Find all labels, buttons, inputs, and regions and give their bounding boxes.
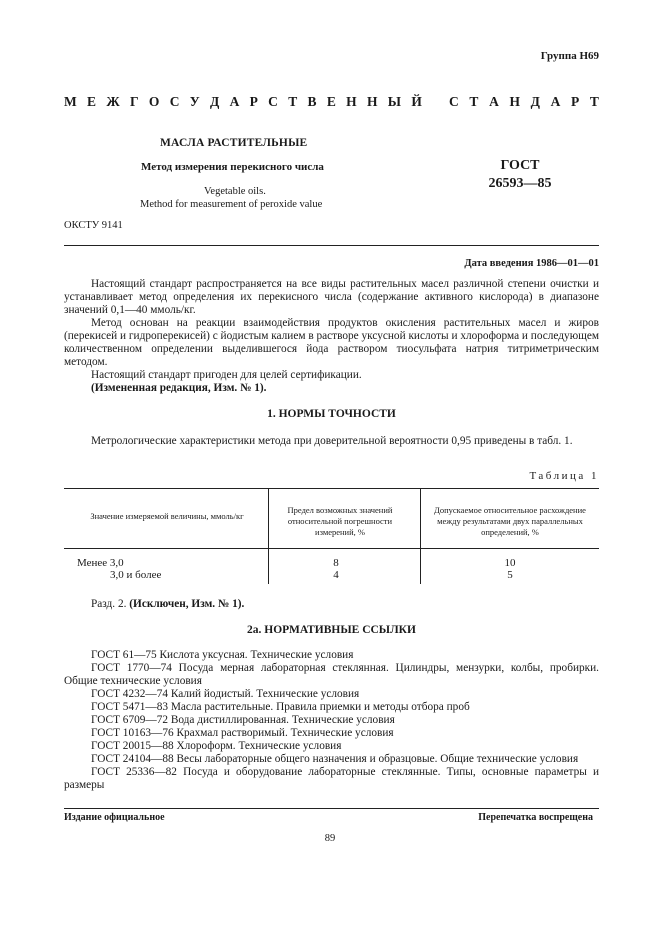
banner-letter: Т xyxy=(288,94,298,109)
banner-letter: Ы xyxy=(387,94,402,109)
banner-letter: А xyxy=(489,94,499,109)
banner-letter: Ж xyxy=(106,94,120,109)
banner-letter: Н xyxy=(509,94,520,109)
reference-item: ГОСТ 4232—74 Калий йодистый. Технические условия xyxy=(91,688,360,700)
reference-item: ГОСТ 61—75 Кислота уксусная. Технические условия xyxy=(91,649,354,661)
table-1-caption: Таблица 1 xyxy=(529,470,599,482)
intro-paragraph-certification: Настоящий стандарт пригоден для целей сертификации. xyxy=(91,369,362,381)
footer-divider xyxy=(64,808,599,809)
banner-letter: С xyxy=(169,94,180,109)
banner-letter: М xyxy=(64,94,77,109)
reference-item: ГОСТ 10163—76 Крахмал растворимый. Технические условия xyxy=(91,727,394,739)
gost-number: 26593—85 xyxy=(488,176,552,191)
reprint-prohibited-label: Перепечатка воспрещена xyxy=(478,812,593,823)
banner-word-interstate xyxy=(64,94,422,110)
section-2-note xyxy=(91,598,591,611)
reference-item: ГОСТ 25336—82 Посуда и оборудование лабораторные стеклянные. Типы, основные параметры и размеры xyxy=(64,766,599,791)
section-1-text xyxy=(64,435,599,448)
banner-letter: Г xyxy=(130,94,139,109)
english-title-line1: Vegetable oils. xyxy=(204,186,266,197)
banner-letter: Р xyxy=(571,94,580,109)
banner-letter: С xyxy=(268,94,278,109)
reference-item: ГОСТ 24104—88 Весы лабораторные общего назначения и образцовые. Общие технические условия xyxy=(91,753,579,765)
reference-item: ГОСТ 5471—83 Масла растительные. Правила приемки и методы отбора проб xyxy=(91,701,470,713)
official-edition-label: Издание официальное xyxy=(64,812,165,823)
reference-item: ГОСТ 20015—88 Хлороформ. Технические условия xyxy=(91,740,342,752)
table-cell-error: 8 xyxy=(333,557,339,569)
english-title-line2: Method for measurement of peroxide value xyxy=(140,199,323,210)
banner-letter: Е xyxy=(87,94,97,109)
reference-item: ГОСТ 1770—74 Посуда мерная лабораторная стеклянная. Цилиндры, мензурки, колбы, пробирки. Общие технические условия xyxy=(64,662,599,687)
intro-text xyxy=(64,278,599,395)
table-cell-range: 3,0 и более xyxy=(110,569,162,581)
introduction-date: Дата введения 1986—01—01 xyxy=(464,258,599,269)
banner-letter: Т xyxy=(589,94,599,109)
table-top-border xyxy=(64,488,599,489)
table-cell-difference: 5 xyxy=(507,569,513,581)
banner-letter: А xyxy=(550,94,561,109)
banner-letter: А xyxy=(229,94,240,109)
okstu-code: ОКСТУ 9141 xyxy=(64,220,123,231)
banner-letter: Н xyxy=(366,94,378,109)
table-cell-range: Менее 3,0 xyxy=(77,557,124,569)
banner-letter: Т xyxy=(469,94,479,109)
section-2a-heading: 2а. НОРМАТИВНЫЕ ССЫЛКИ xyxy=(247,624,416,636)
intro-amendment-note: (Измененная редакция, Изм. № 1). xyxy=(91,382,267,394)
banner-letter: Д xyxy=(530,94,540,109)
banner-letter: В xyxy=(307,94,317,109)
banner-word-standard xyxy=(449,94,599,110)
banner-letter: Й xyxy=(411,94,422,109)
table-cell-difference: 10 xyxy=(504,557,516,569)
banner-letter: Н xyxy=(346,94,357,109)
gost-label: ГОСТ xyxy=(500,158,540,173)
section-1-paragraph: Метрологические характеристики метода при доверительной вероятности 0,95 приведены в табл. 1. xyxy=(91,435,573,447)
table-header-difference: Допускаемое относительное расхождение между результатами двух параллельных определений, % xyxy=(434,505,586,537)
section-2-label: Разд. 2. xyxy=(91,598,127,610)
banner-letter: Д xyxy=(209,94,220,109)
document-title: МАСЛА РАСТИТЕЛЬНЫЕ xyxy=(160,137,308,149)
section-1-heading: 1. НОРМЫ ТОЧНОСТИ xyxy=(267,408,396,420)
title-divider xyxy=(64,245,599,246)
reference-item: ГОСТ 6709—72 Вода дистиллированная. Технические условия xyxy=(91,714,395,726)
table-header-error: Предел возможных значений относительной погрешности измерений, % xyxy=(287,505,393,537)
banner-letter: О xyxy=(148,94,160,109)
gost-designation xyxy=(470,157,570,193)
table-header-border xyxy=(64,548,599,549)
normative-references xyxy=(64,649,599,792)
intro-paragraph-method: Метод основан на реакции взаимодействия продуктов окисления растительных масел и жиров (перекисей и гидроперекисей) с йодистым калием в растворе уксусной кислоты и хлороформа и последующем количественном определении выделившегося йода раствором тиосульфата натрия титриметрическим методом. xyxy=(64,317,599,368)
page-number: 89 xyxy=(324,833,336,844)
standard-banner xyxy=(64,94,599,110)
banner-letter: Е xyxy=(326,94,336,109)
banner-letter: Р xyxy=(249,94,258,109)
group-code: Группа Н69 xyxy=(540,50,599,62)
intro-paragraph-scope: Настоящий стандарт распространяется на все виды растительных масел различной степени очистки и устанавливает метод определения их перекисного числа (содержание активного кислорода) в диапазоне значений 0,1—40 ммоль/кг. xyxy=(64,278,599,316)
section-2-excluded-note: (Исключен, Изм. № 1). xyxy=(129,598,245,610)
table-cell-error: 4 xyxy=(333,569,339,581)
document-subtitle: Метод измерения перекисного числа xyxy=(141,161,324,173)
banner-letter: У xyxy=(189,94,200,109)
banner-letter: С xyxy=(449,94,459,109)
table-header-value: Значение измеряемой величины, ммоль/кг xyxy=(90,511,244,521)
